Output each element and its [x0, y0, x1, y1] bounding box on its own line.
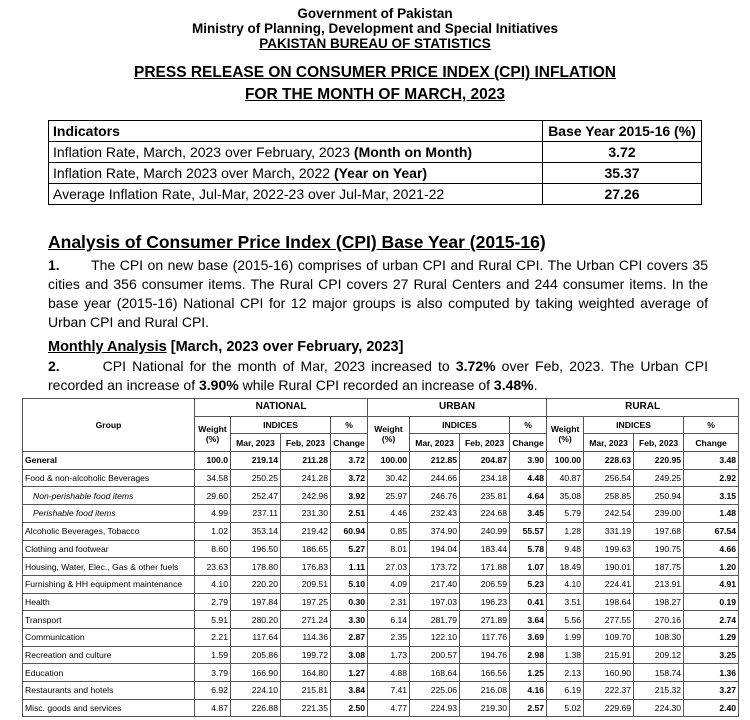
group-cell: Clothing and footwear: [23, 540, 195, 558]
value-cell: 40.87: [547, 469, 584, 487]
value-cell: 60.94: [331, 522, 368, 540]
value-cell: 1.07: [510, 558, 547, 576]
value-cell: 228.63: [584, 452, 634, 470]
value-cell: 25.97: [368, 487, 410, 505]
value-cell: 225.06: [410, 682, 460, 700]
value-cell: 209.12: [634, 646, 684, 664]
value-cell: 234.18: [460, 469, 510, 487]
group-cell: Communication: [23, 628, 195, 646]
table-row: [23, 558, 739, 576]
value-cell: 198.64: [584, 593, 634, 611]
group-cell: Recreation and culture: [23, 646, 195, 664]
value-cell: 198.27: [634, 593, 684, 611]
value-cell: 2.57: [510, 699, 547, 717]
value-cell: 215.32: [634, 682, 684, 700]
value-cell: 4.88: [368, 664, 410, 682]
value-cell: 4.91: [684, 575, 739, 593]
value-cell: 0.30: [331, 593, 368, 611]
value-cell: 4.10: [195, 575, 231, 593]
value-cell: 271.89: [460, 611, 510, 629]
value-cell: 199.72: [281, 646, 331, 664]
value-cell: 18.49: [547, 558, 584, 576]
value-cell: 173.72: [410, 558, 460, 576]
value-cell: 3.48: [684, 452, 739, 470]
value-cell: 4.64: [510, 487, 547, 505]
analysis-heading: Analysis of Consumer Price Index (CPI) Base Year (2015-16): [48, 232, 546, 252]
group-cell: Alcoholic Beverages, Tobacco: [23, 522, 195, 540]
value-cell: 224.10: [231, 682, 281, 700]
value-cell: 240.99: [460, 522, 510, 540]
value-cell: 226.88: [231, 699, 281, 717]
value-cell: 231.30: [281, 505, 331, 523]
base-year-header: Base Year 2015-16 (%): [543, 121, 702, 142]
table-row: [23, 646, 739, 664]
paragraph-1: 1. The CPI on new base (2015-16) comprises of urban CPI and Rural CPI. The Urban CPI covers 35 cities and 356 consumer items. The Rural CPI covers 27 Rural Centers and 244 consumer items. In the base year (2015-16) National CPI for 12 major groups is also computed by taking weighted average of Urban CPI and Rural CPI.: [48, 257, 708, 330]
value-cell: 0.41: [510, 593, 547, 611]
value-cell: 8.60: [195, 540, 231, 558]
value-cell: 197.03: [410, 593, 460, 611]
table-row: [23, 487, 739, 505]
value-cell: 1.25: [510, 664, 547, 682]
rural-header: RURAL: [547, 399, 739, 417]
value-cell: 5.10: [331, 575, 368, 593]
value-cell: 166.56: [460, 664, 510, 682]
group-cell: Furnishing & HH equipment maintenance: [23, 575, 195, 593]
value-cell: 2.51: [331, 505, 368, 523]
group-cell: Misc. goods and services: [23, 699, 195, 717]
group-header: Group: [23, 399, 195, 452]
value-cell: 109.70: [584, 628, 634, 646]
value-cell: 221.35: [281, 699, 331, 717]
value-cell: 220.95: [634, 452, 684, 470]
value-cell: 3.45: [510, 505, 547, 523]
value-cell: 27.03: [368, 558, 410, 576]
value-cell: 166.90: [231, 664, 281, 682]
value-cell: 205.86: [231, 646, 281, 664]
value-cell: 1.11: [331, 558, 368, 576]
value-cell: 4.09: [368, 575, 410, 593]
group-cell: Restaurants and hotels: [23, 682, 195, 700]
value-cell: 3.30: [331, 611, 368, 629]
value-cell: 2.50: [331, 699, 368, 717]
value-cell: 353.14: [231, 522, 281, 540]
value-cell: 5.02: [547, 699, 584, 717]
value-cell: 2.87: [331, 628, 368, 646]
value-cell: 67.54: [684, 522, 739, 540]
value-cell: 331.19: [584, 522, 634, 540]
value-cell: 374.90: [410, 522, 460, 540]
indicator-row: Inflation Rate, March, 2023 over February, 2023 (Month on Month) 3.72: [49, 142, 702, 163]
value-cell: 3.27: [684, 682, 739, 700]
value-cell: 117.64: [231, 628, 281, 646]
value-cell: 3.90: [510, 452, 547, 470]
value-cell: 244.66: [410, 469, 460, 487]
value-cell: 158.74: [634, 664, 684, 682]
value-cell: 256.54: [584, 469, 634, 487]
value-cell: 250.25: [231, 469, 281, 487]
value-cell: 3.79: [195, 664, 231, 682]
urban-header: URBAN: [368, 399, 547, 417]
value-cell: 1.28: [547, 522, 584, 540]
value-cell: 252.47: [231, 487, 281, 505]
govt-line: Government of Pakistan: [297, 6, 453, 21]
value-cell: 199.63: [584, 540, 634, 558]
value-cell: 9.48: [547, 540, 584, 558]
value-cell: 224.41: [584, 575, 634, 593]
bureau-line: PAKISTAN BUREAU OF STATISTICS: [259, 36, 491, 51]
value-cell: 6.19: [547, 682, 584, 700]
value-cell: 1.02: [195, 522, 231, 540]
value-cell: 224.93: [410, 699, 460, 717]
value-cell: 6.92: [195, 682, 231, 700]
value-cell: 4.77: [368, 699, 410, 717]
group-cell: Housing, Water, Elec., Gas & other fuels: [23, 558, 195, 576]
value-cell: 217.40: [410, 575, 460, 593]
value-cell: 242.96: [281, 487, 331, 505]
value-cell: 215.81: [281, 682, 331, 700]
value-cell: 29.60: [195, 487, 231, 505]
value-cell: 4.16: [510, 682, 547, 700]
value-cell: 3.25: [684, 646, 739, 664]
value-cell: 0.85: [368, 522, 410, 540]
value-cell: 0.19: [684, 593, 739, 611]
value-cell: 183.44: [460, 540, 510, 558]
value-cell: 3.92: [331, 487, 368, 505]
table-row: [23, 505, 739, 523]
value-cell: 2.21: [195, 628, 231, 646]
table-row: [23, 575, 739, 593]
value-cell: 30.42: [368, 469, 410, 487]
table-row: [23, 682, 739, 700]
value-cell: 122.10: [410, 628, 460, 646]
value-cell: 186.65: [281, 540, 331, 558]
value-cell: 4.87: [195, 699, 231, 717]
value-cell: 3.69: [510, 628, 547, 646]
value-cell: 219.30: [460, 699, 510, 717]
value-cell: 2.98: [510, 646, 547, 664]
value-cell: 4.48: [510, 469, 547, 487]
value-cell: 2.74: [684, 611, 739, 629]
value-cell: 23.63: [195, 558, 231, 576]
value-cell: 209.51: [281, 575, 331, 593]
indicators-table: [48, 120, 702, 205]
value-cell: 237.11: [231, 505, 281, 523]
group-cell: Education: [23, 664, 195, 682]
value-cell: 197.68: [634, 522, 684, 540]
value-cell: 212.85: [410, 452, 460, 470]
value-cell: 3.51: [547, 593, 584, 611]
value-cell: 5.79: [547, 505, 584, 523]
value-cell: 216.08: [460, 682, 510, 700]
value-cell: 100.0: [195, 452, 231, 470]
value-cell: 220.20: [231, 575, 281, 593]
monthly-analysis-heading: Monthly Analysis [March, 2023 over February, 2023]: [48, 339, 404, 355]
value-cell: 1.99: [547, 628, 584, 646]
value-cell: 178.80: [231, 558, 281, 576]
value-cell: 219.14: [231, 452, 281, 470]
value-cell: 190.75: [634, 540, 684, 558]
value-cell: 213.91: [634, 575, 684, 593]
value-cell: 194.04: [410, 540, 460, 558]
value-cell: 197.84: [231, 593, 281, 611]
group-cell: Non-perishable food items: [23, 487, 195, 505]
value-cell: 250.94: [634, 487, 684, 505]
cpi-table: Group NATIONAL URBAN RURAL Weight (%) INDICES % Weight (%) INDICES % Weight (%) INDICES % Mar, 2023 Feb, 2023 Change Mar, 2023 Feb, 2023 Change Mar, 2023 Feb, 2023 Change General 100.0 219.14 211.28 3.72 100.00 212.85 204.87 3.90 100.00 228.63 220.95 3.48 Food & non-alcoholic Beverages 34.58 250.25 241.28 3.72 30.42 244.66 234.18 4.48 40.87 256.54 249.25 2.92 Non-perishable food items 29.60 252.47 242.96 3.92 25.97 246.76 235.81 4.64 35.08 258.85 250.94 3.15 Perishable food items 4.99 237.11 231.30 2.51 4.46 232.43 224.68 3.45 5.79 242.54 239.00 1.48 Alcoholic Beverages, Tobacco 1.02 353.14 219.42 60.94 0.85 374.90 240.99 55.57 1.28 331.19 197.68 67.54 Clothing and footwear 8.60 196.50 186.65 5.27 8.01 194.04 183.44 5.78 9.48 199.63 190.75 4.66 Housing, Water, Elec., Gas & other fuels 23.63 178.80 176.83 1.11 27.03 173.72 171.88 1.07 18.49 190.01 187.75 1.20 Furnishing & HH equipment maintenance 4.10 220.20 209.51 5.10 4.09 217.40 206.59 5.23 4.10 224.41 213.91 4.91 Health 2.79 197.84 197.25 0.30 2.31 197.03 196.23 0.41 3.51 198.64 198.27 0.19 Transport 5.91 280.20 271.24 3.30 6.14 281.79 271.89 3.64 5.56 277.55 270.16 2.74 Communication 2.21 117.64 114.36 2.87 2.35 122.10 117.76 3.69 1.99 109.70 108.30 1.29 Recreation and culture 1.59 205.86 199.72 3.08 1.73 200.57 194.76 2.98 1.38 215.91 209.12 3.25 Education 3.79 166.90 164.80 1.27 4.88 168.64 166.56 1.25 2.13 160.90 158.74 1.36 Restaurants and hotels 6.92 224.10 215.81 3.84 7.41 225.06 216.08 4.16 6.19 222.37 215.32 3.27 Misc. goods and services 4.87 226.88 221.35 2.50 4.77 224.93 219.30 2.57 5.02 229.69 224.30 2.40: [22, 398, 739, 717]
value-cell: 271.24: [281, 611, 331, 629]
value-cell: 281.79: [410, 611, 460, 629]
value-cell: 200.57: [410, 646, 460, 664]
value-cell: 3.72: [331, 469, 368, 487]
indicator-row: Inflation Rate, March 2023 over March, 2022 (Year on Year) 35.37: [49, 163, 702, 184]
value-cell: 35.08: [547, 487, 584, 505]
value-cell: 241.28: [281, 469, 331, 487]
national-header: NATIONAL: [195, 399, 368, 417]
press-release-subtitle: FOR THE MONTH OF MARCH, 2023: [244, 86, 506, 103]
value-cell: 108.30: [634, 628, 684, 646]
value-cell: 2.40: [684, 699, 739, 717]
table-row: [23, 593, 739, 611]
value-cell: 222.37: [584, 682, 634, 700]
value-cell: 206.59: [460, 575, 510, 593]
value-cell: 4.66: [684, 540, 739, 558]
value-cell: 34.58: [195, 469, 231, 487]
value-cell: 2.13: [547, 664, 584, 682]
value-cell: 164.80: [281, 664, 331, 682]
value-cell: 249.25: [634, 469, 684, 487]
table-row: [23, 540, 739, 558]
value-cell: 224.30: [634, 699, 684, 717]
value-cell: 211.28: [281, 452, 331, 470]
value-cell: 4.46: [368, 505, 410, 523]
value-cell: 1.59: [195, 646, 231, 664]
value-cell: 246.76: [410, 487, 460, 505]
value-cell: 280.20: [231, 611, 281, 629]
value-cell: 196.50: [231, 540, 281, 558]
ministry-line: Ministry of Planning, Development and Special Initiatives: [191, 21, 559, 36]
value-cell: 168.64: [410, 664, 460, 682]
table-row: [23, 628, 739, 646]
group-cell: Health: [23, 593, 195, 611]
value-cell: 1.36: [684, 664, 739, 682]
value-cell: 196.23: [460, 593, 510, 611]
indicators-header: Indicators: [49, 121, 543, 142]
table-row: [23, 522, 739, 540]
value-cell: 229.69: [584, 699, 634, 717]
value-cell: 5.56: [547, 611, 584, 629]
group-cell: Perishable food items: [23, 505, 195, 523]
value-cell: 5.23: [510, 575, 547, 593]
value-cell: 270.16: [634, 611, 684, 629]
value-cell: 187.75: [634, 558, 684, 576]
value-cell: 171.88: [460, 558, 510, 576]
value-cell: 2.35: [368, 628, 410, 646]
value-cell: 3.72: [331, 452, 368, 470]
table-row: [23, 452, 739, 470]
document-header: [0, 6, 750, 105]
value-cell: 3.15: [684, 487, 739, 505]
group-cell: Food & non-alcoholic Beverages: [23, 469, 195, 487]
table-row: [23, 611, 739, 629]
value-cell: 100.00: [368, 452, 410, 470]
value-cell: 7.41: [368, 682, 410, 700]
value-cell: 3.08: [331, 646, 368, 664]
press-release-title: PRESS RELEASE ON CONSUMER PRICE INDEX (CPI) INFLATION: [134, 64, 616, 81]
value-cell: 3.64: [510, 611, 547, 629]
value-cell: 4.10: [547, 575, 584, 593]
value-cell: 197.25: [281, 593, 331, 611]
value-cell: 1.29: [684, 628, 739, 646]
indicator-row: Average Inflation Rate, Jul-Mar, 2022-23 over Jul-Mar, 2021-22 27.26: [49, 184, 702, 205]
value-cell: 224.68: [460, 505, 510, 523]
value-cell: 5.91: [195, 611, 231, 629]
value-cell: 2.92: [684, 469, 739, 487]
value-cell: 4.99: [195, 505, 231, 523]
value-cell: 117.76: [460, 628, 510, 646]
value-cell: 2.31: [368, 593, 410, 611]
value-cell: 114.36: [281, 628, 331, 646]
value-cell: 215.91: [584, 646, 634, 664]
value-cell: 5.27: [331, 540, 368, 558]
value-cell: 235.81: [460, 487, 510, 505]
value-cell: 160.90: [584, 664, 634, 682]
value-cell: 258.85: [584, 487, 634, 505]
value-cell: 204.87: [460, 452, 510, 470]
value-cell: 5.78: [510, 540, 547, 558]
value-cell: 277.55: [584, 611, 634, 629]
table-row: [23, 699, 739, 717]
value-cell: 1.73: [368, 646, 410, 664]
table-row: [23, 469, 739, 487]
value-cell: 100.00: [547, 452, 584, 470]
value-cell: 242.54: [584, 505, 634, 523]
value-cell: 219.42: [281, 522, 331, 540]
value-cell: 239.00: [634, 505, 684, 523]
value-cell: 3.84: [331, 682, 368, 700]
value-cell: 6.14: [368, 611, 410, 629]
value-cell: 1.27: [331, 664, 368, 682]
group-cell: Transport: [23, 611, 195, 629]
value-cell: 1.38: [547, 646, 584, 664]
table-row: [23, 664, 739, 682]
value-cell: 176.83: [281, 558, 331, 576]
value-cell: 8.01: [368, 540, 410, 558]
paragraph-2: 2. CPI National for the month of Mar, 2023 increased to 3.72% over Feb, 2023. The Urban CPI recorded an increase of 3.90% while Rural CPI recorded an increase of 3.48%.: [48, 358, 708, 393]
value-cell: 1.20: [684, 558, 739, 576]
value-cell: 2.79: [195, 593, 231, 611]
value-cell: 232.43: [410, 505, 460, 523]
group-cell: General: [23, 452, 195, 470]
value-cell: 190.01: [584, 558, 634, 576]
value-cell: 194.76: [460, 646, 510, 664]
value-cell: 1.48: [684, 505, 739, 523]
value-cell: 55.57: [510, 522, 547, 540]
